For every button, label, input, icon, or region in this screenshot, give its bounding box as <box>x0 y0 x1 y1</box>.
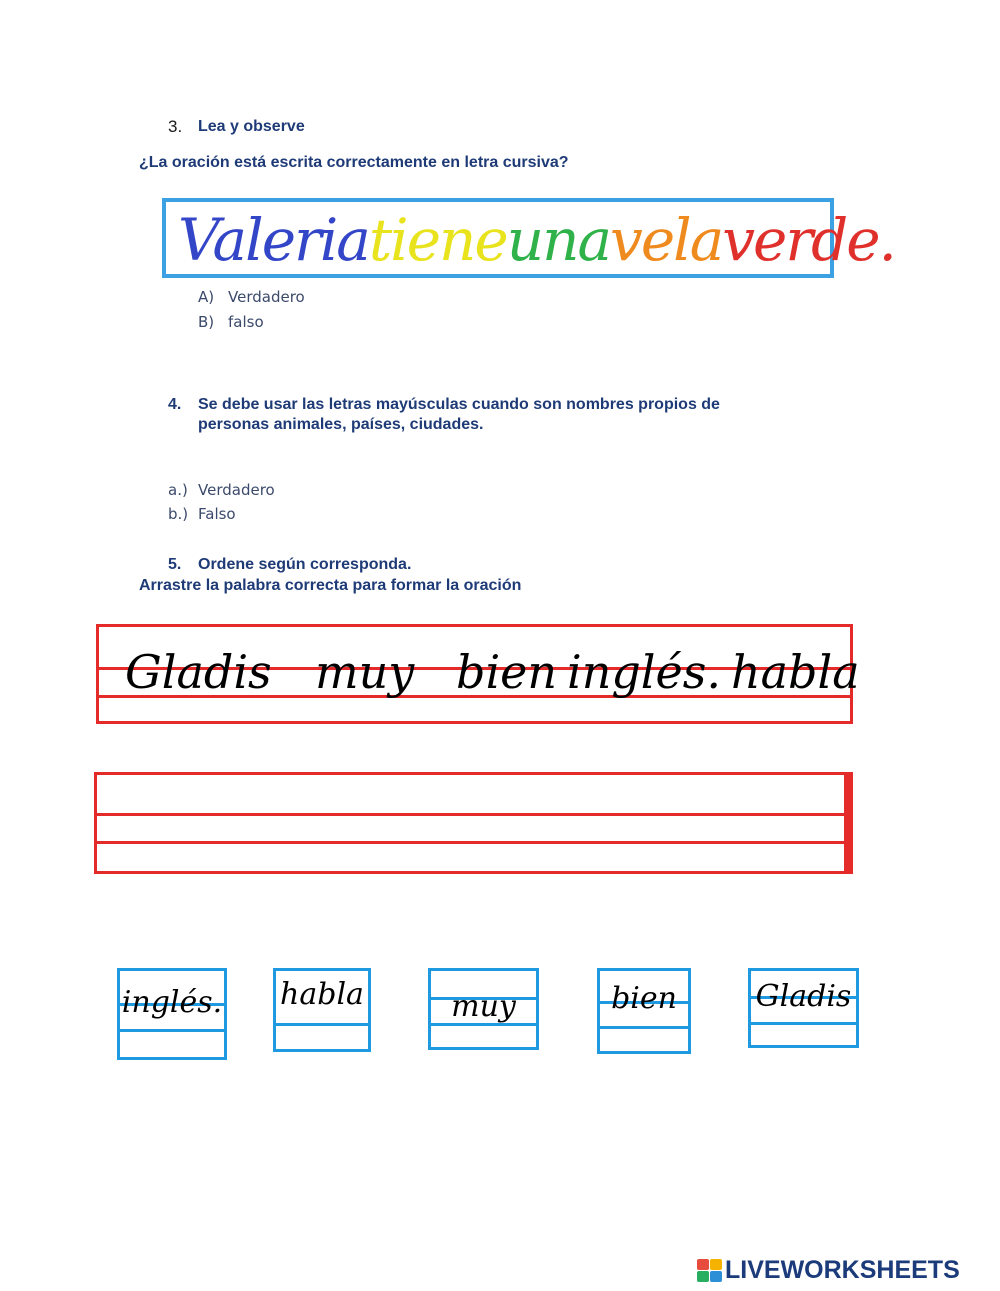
answer-drop-zone[interactable] <box>94 772 853 874</box>
tile-word: muy <box>451 989 516 1024</box>
question-4-number: 4. <box>168 396 182 413</box>
question-3-number: 3. <box>168 117 183 136</box>
scrambled-word: bien <box>456 645 558 699</box>
question-3-title: Lea y observe <box>198 118 305 135</box>
word-tile-muy[interactable] <box>428 968 539 1050</box>
option-marker: B) <box>198 313 215 331</box>
tile-word: inglés. <box>121 985 223 1020</box>
scrambled-word: habla <box>731 645 860 699</box>
sentence-word: Valeria <box>178 206 369 274</box>
word-tile-habla[interactable] <box>273 968 371 1052</box>
option-marker: A) <box>198 288 215 306</box>
q3-option-a[interactable] <box>198 288 305 306</box>
tile-word: bien <box>611 981 677 1016</box>
option-label: Falso <box>198 505 236 523</box>
option-marker: a.) <box>168 481 188 499</box>
sentence-word: vela <box>610 206 723 274</box>
question-5-instruction: Arrastre la palabra correcta para formar la oración <box>139 577 522 594</box>
logo-mark-icon <box>697 1259 722 1282</box>
scrambled-sentence-box <box>96 624 860 724</box>
question-5-number: 5. <box>168 556 182 573</box>
option-marker: b.) <box>168 505 189 523</box>
tile-word: Gladis <box>755 979 852 1014</box>
word-tile-gladis[interactable] <box>748 968 859 1048</box>
word-tile-ingles[interactable] <box>117 968 227 1060</box>
logo-wordmark: LIVEWORKSHEETS <box>725 1255 960 1284</box>
question-4-text-line1: Se debe usar las letras mayúsculas cuando son nombres propios de <box>198 396 720 413</box>
question-5-title: Ordene según corresponda. <box>198 556 412 573</box>
question-3-prompt: ¿La oración está escrita correctamente en letra cursiva? <box>139 154 569 171</box>
question-4-text-line2: personas animales, países, ciudades. <box>198 416 484 433</box>
scrambled-word: muy <box>315 645 415 699</box>
q4-option-b[interactable] <box>168 505 236 523</box>
option-label: falso <box>228 313 264 331</box>
option-label: Verdadero <box>198 481 275 499</box>
drop-zone-edge <box>844 775 850 871</box>
sentence-word: una <box>506 206 611 274</box>
cursive-sentence <box>178 206 895 274</box>
liveworksheets-logo <box>697 1253 960 1287</box>
q4-option-a[interactable] <box>168 481 275 499</box>
tile-word: habla <box>280 977 364 1012</box>
sentence-word: verde. <box>722 206 895 274</box>
q3-option-b[interactable] <box>198 313 264 331</box>
scrambled-word: inglés. <box>567 645 721 699</box>
option-label: Verdadero <box>228 288 305 306</box>
scrambled-word: Gladis <box>125 645 272 699</box>
sentence-word: tiene <box>368 206 507 274</box>
word-tile-bien[interactable] <box>597 968 691 1054</box>
cursive-sentence-box <box>162 198 895 278</box>
